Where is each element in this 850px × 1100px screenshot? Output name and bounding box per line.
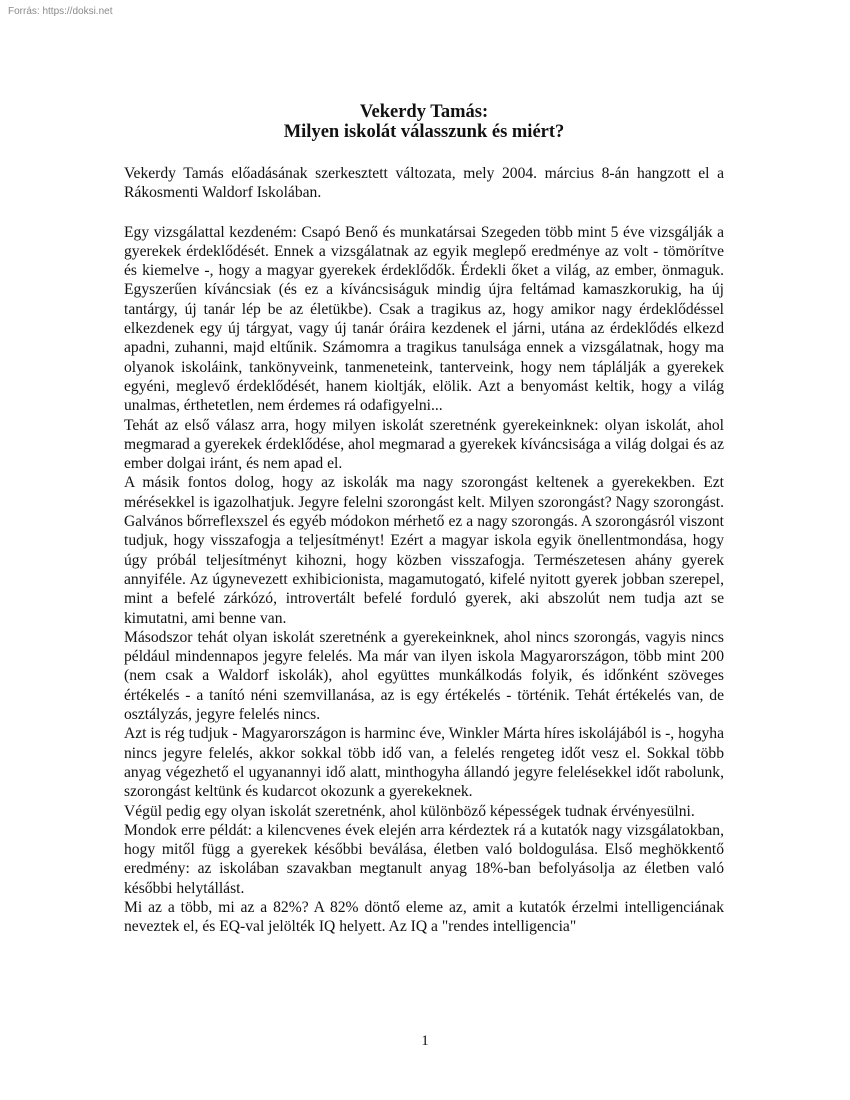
page-number: 1	[421, 1033, 429, 1049]
title-main: Milyen iskolát válasszunk és miért?	[283, 122, 565, 142]
title-author: Vekerdy Tamás:	[359, 102, 489, 122]
paragraph: Tehát az első válasz arra, hogy milyen iskolát szeretnénk gyerekeinknek: olyan iskolát, ahol megmarad a gyerekek érdeklődése, ahol megmarad a gyerekek kíváncsisága a világ dolgai és az ember dolgai iránt, és nem apad el.	[124, 416, 724, 473]
paragraph: Mi az a több, mi az a 82%? A 82% döntő eleme az, amit a kutatók érzelmi intelligenciának neveztek el, és EQ-val jelölték IQ helyett. Az IQ a "rendes intelligencia"	[124, 898, 724, 936]
paragraph: Azt is rég tudjuk - Magyarországon is harminc éve, Winkler Márta híres iskolájából is -, hogyha nincs jegyre felelés, akkor sokkal több idő van, a felelés rengeteg időt vesz el. Sokkal több anyag végezhető el ugyanannyi idő alatt, minthogyha állandó jegyre felelésekkel időt rabolunk, szorongást keltünk és kudarcot okozunk a gyerekeknek.	[124, 725, 724, 801]
paragraph: Mondok erre példát: a kilencvenes évek elején arra kérdeztek rá a kutatók nagy vizsgálatokban, hogy mitől függ a gyerekek későbbi beválása, életben való boldogulása. Első meghökkentő eredmény: az iskolában szavakban megtanult anyag 18%-ban befolyásolja az életben való későbbi helytállást.	[124, 821, 724, 897]
intro-paragraph: Vekerdy Tamás előadásának szerkesztett változata, mely 2004. március 8-án hangzott el a Rákosmenti Waldorf Iskolában.	[124, 165, 724, 202]
paragraph: A másik fontos dolog, hogy az iskolák ma nagy szorongást keltenek a gyerekekben. Ezt mérésekkel is igazolhatjuk. Jegyre felelni szorongást kelt. Milyen szorongást? Nagy szorongást. Galvános bőrreflexszel és egyéb módokon mérhető ez a nagy szorongás. A szorongásról viszont tudjuk, hogy visszafogja a teljesítményt! Ezért a magyar iskola egyik önellentmondása, hogy úgy próbál teljesítményt kihozni, hogy közben visszafogja. Természetesen ahány gyerek annyiféle. Az úgynevezett exhibicionista, magamutogató, kifelé nyitott gyerek jobban szerepel, mint a befelé zárkózó, introvertált befelé forduló gyerek, aki abszolút nem tudja azt se kimutatni, ami benne van.	[124, 474, 724, 627]
document-title	[124, 102, 724, 142]
source-label: Forrás: https://doksi.net	[8, 6, 113, 17]
body-text	[124, 223, 724, 937]
document-page	[124, 102, 724, 937]
paragraph: Végül pedig egy olyan iskolát szeretnénk, ahol különböző képességek tudnak érvényesülni.	[124, 802, 695, 820]
paragraph: Egy vizsgálattal kezdeném: Csapó Benő és munkatársai Szegeden több mint 5 éve vizsgálják a gyerekek érdeklődését. Ennek a vizsgálatnak az egyik meglepő eredménye az volt - tömörítve és kiemelve -, hogy a magyar gyerekek érdeklődők. Érdekli őket a világ, az ember, önmaguk. Egyszerűen kíváncsiak (és ez a kíváncsiságuk mindig újra feltámad kamaszkorukig, ha új tantárgy, új tanár lép be az életükbe). Csak a tragikus az, hogy amikor nagy érdeklődéssel elkezdenek egy új tárgyat, vagy új tanár óráira kezdenek el járni, utána az érdeklődés elkezd apadni, zuhanni, majd eltűnik. Számomra a tragikus tanulsága ennek a vizsgálatnak, hogy ma olyanok iskoláink, tankönyveink, tanmeneteink, tanterveink, hogy nem táplálják a gyerekek egyéni, meglevő érdeklődését, hanem kioltják, elölik. Azt a benyomást keltik, hogy a világ unalmas, érthetetlen, nem érdemes rá odafigyelni...	[124, 223, 724, 415]
paragraph: Másodszor tehát olyan iskolát szeretnénk a gyerekeinknek, ahol nincs szorongás, vagyis nincs például mindennapos jegyre felelés. Ma már van ilyen iskola Magyarországon, több mint 200 (nem csak a Waldorf iskolák), ahol együttes munkálkodás folyik, és időnként szöveges értékelés - a tanító néni szemvillanása, az is egy értékelés - történik. Tehát értékelés van, de osztályzás, jegyre felelés nincs.	[124, 628, 724, 724]
